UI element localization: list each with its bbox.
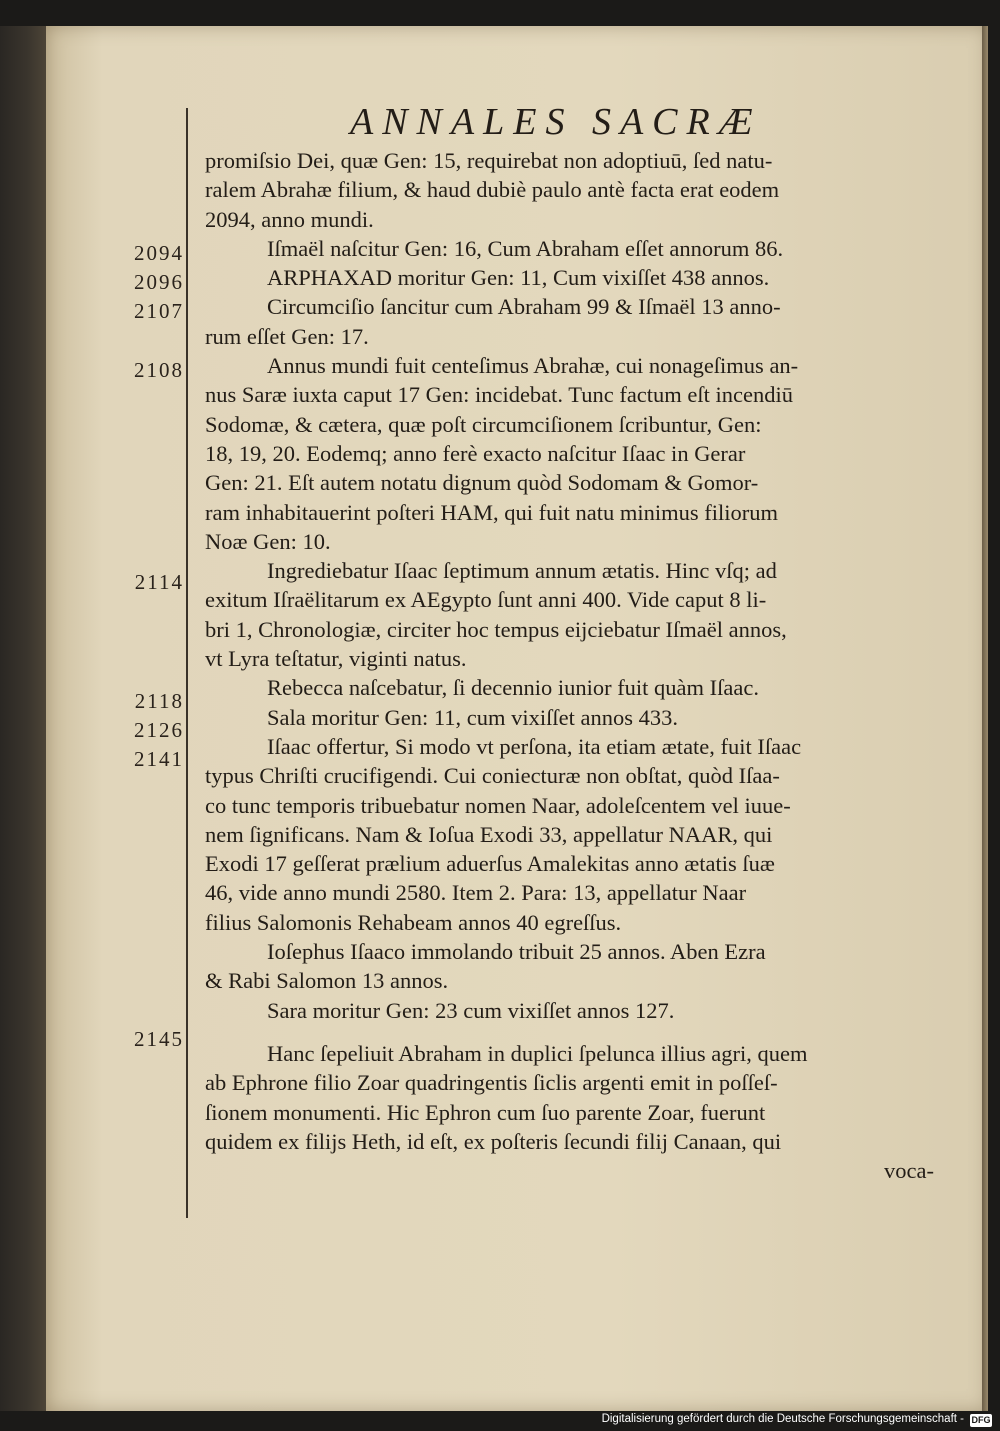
text-line: rum eſſet Gen: 17.	[205, 323, 369, 349]
text-line: Sodomæ, & cætera, quæ poſt circumciſionem ſcribuntur, Gen:	[205, 411, 762, 437]
text-line: ARPHAXAD moritur Gen: 11, Cum vixiſſet 438 annos.	[267, 265, 770, 291]
text-line: promiſsio Dei, quæ Gen: 15, requirebat non adoptiuū, ſed natu-	[205, 148, 773, 173]
body-text	[205, 146, 940, 1185]
catchword: voca-	[884, 1158, 934, 1184]
text-line: Rebecca naſcebatur, ſi decennio iunior fuit quàm Iſaac.	[267, 675, 760, 701]
text-line: ſionem monumenti. Hic Ephron cum ſuo parente Zoar, fuerunt	[205, 1099, 766, 1125]
text-line: typus Chriſti crucifigendi. Cui coniecturæ non obſtat, quòd Iſaa-	[205, 763, 780, 789]
margin-year: 2094	[134, 241, 184, 265]
text-line: Ioſephus Iſaaco immolando tribuit 25 annos. Aben Ezra	[267, 939, 766, 965]
text-line: 2094, anno mundi.	[205, 206, 374, 232]
dfg-logo: DFG	[971, 1415, 991, 1425]
text-line: quidem ex filijs Heth, id eſt, ex poſteris ſecundi filij Canaan, qui	[205, 1128, 782, 1154]
text-line: bri 1, Chronologiæ, circiter hoc tempus eijciebatur Iſmaël annos,	[205, 616, 787, 642]
margin-year: 2126	[134, 718, 184, 742]
margin-year: 2114	[134, 570, 184, 594]
text-line: Circumciſio ſancitur cum Abraham 99 & Iſmaël 13 anno-	[267, 294, 781, 320]
margin-year: 2107	[134, 299, 184, 323]
text-line: exitum Iſraëlitarum ex AEgypto ſunt anni 400. Vide caput 8 li-	[205, 587, 767, 613]
text-line: 46, vide anno mundi 2580. Item 2. Para: 13, appellatur Naar	[205, 880, 747, 906]
text-line: Hanc ſepeliuit Abraham in duplici ſpelunca illius agri, quem	[267, 1040, 808, 1066]
margin-year: 2108	[134, 358, 184, 382]
text-line: Exodi 17 geſſerat prælium aduerſus Amalekitas anno ætatis ſuæ	[205, 851, 775, 877]
text-line: Sala moritur Gen: 11, cum vixiſſet annos 433.	[267, 704, 678, 730]
text-line: nem ſignificans. Nam & Ioſua Exodi 33, appellatur NAAR, qui	[205, 821, 773, 847]
margin-year: 2145	[134, 1027, 184, 1051]
text-line: nus Saræ iuxta caput 17 Gen: incidebat. Tunc factum eſt incendiū	[205, 382, 794, 408]
book-binding	[0, 26, 46, 1411]
text-line: Ingrediebatur Iſaac ſeptimum annum ætatis. Hinc vſq; ad	[267, 558, 777, 584]
text-line: Gen: 21. Eſt autem notatu dignum quòd Sodomam & Gomor-	[205, 470, 759, 496]
running-header: ANNALES SACRÆ	[350, 101, 762, 143]
margin-year: 2096	[134, 270, 184, 294]
text-line: Iſmaël naſcitur Gen: 16, Cum Abraham eſſet annorum 86.	[267, 235, 784, 261]
margin-rule	[186, 108, 188, 1218]
text-line: Noæ Gen: 10.	[205, 528, 331, 554]
text-line: & Rabi Salomon 13 annos.	[205, 968, 449, 994]
text-line: ab Ephrone filio Zoar quadringentis ſiclis argenti emit in poſſeſ-	[205, 1070, 778, 1096]
text-line: Annus mundi fuit centeſimus Abrahæ, cui nonageſimus an-	[267, 353, 799, 379]
text-line: Sara moritur Gen: 23 cum vixiſſet annos 127.	[267, 997, 675, 1023]
digitization-credit: Digitalisierung gefördert durch die Deutsche Forschungsgemeinschaft -	[601, 1413, 964, 1425]
text-line: ram inhabitauerint poſteri HAM, qui fuit natu minimus filiorum	[205, 499, 779, 525]
text-line: filius Salomonis Rehabeam annos 40 egreſſus.	[205, 909, 622, 935]
margin-year: 2118	[134, 689, 184, 713]
text-line: ralem Abrahæ filium, & haud dubiè paulo antè facta erat eodem	[205, 177, 780, 203]
text-line: co tunc temporis tribuebatur nomen Naar, adoleſcentem vel iuue-	[205, 792, 791, 818]
page-edge	[982, 26, 988, 1411]
text-line: Iſaac offertur, Si modo vt perſona, ita etiam ætate, fuit Iſaac	[267, 733, 802, 759]
margin-year: 2141	[134, 747, 184, 771]
text-line: 18, 19, 20. Eodemq; anno ferè exacto naſcitur Iſaac in Gerar	[205, 440, 746, 466]
text-line: vt Lyra teſtatur, viginti natus.	[205, 646, 467, 672]
